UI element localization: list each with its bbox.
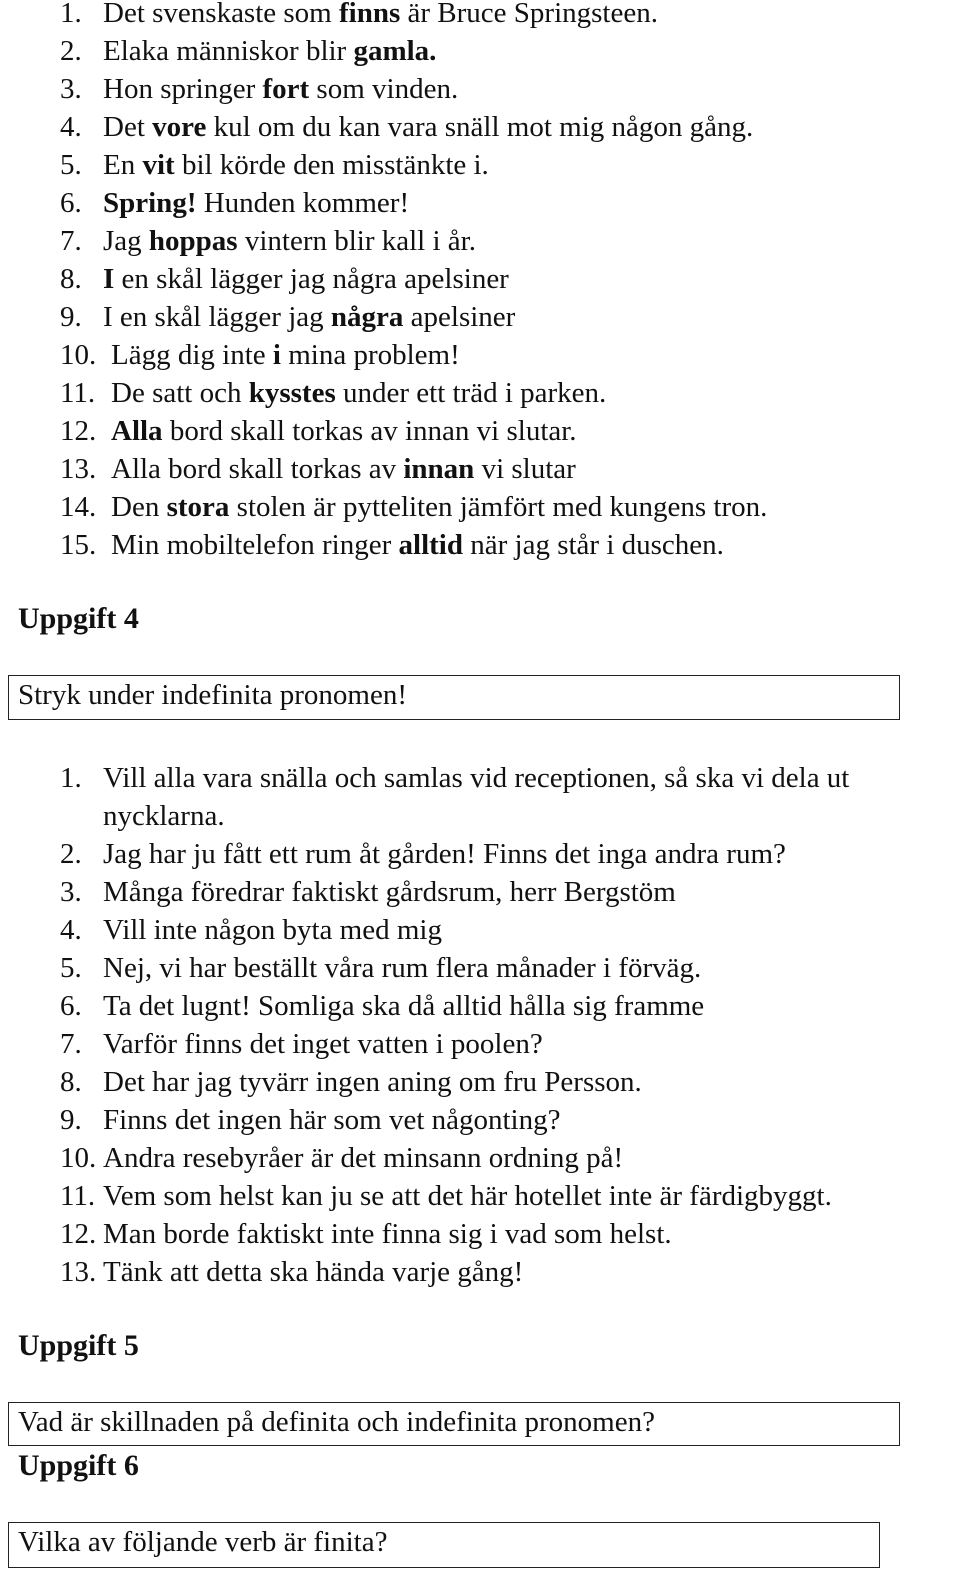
- item-bold-word: Alla: [111, 415, 163, 447]
- item-number: 11.: [60, 1180, 96, 1212]
- item-text: vintern blir kall i år.: [237, 225, 476, 257]
- uppgift-4-instruction: Stryk under indefinita pronomen!: [18, 679, 407, 711]
- uppgift-5-heading: Uppgift 5: [18, 1329, 139, 1362]
- item-text: Många föredrar faktiskt gårdsrum, herr Bergstöm: [103, 876, 676, 908]
- item-number: 6.: [60, 990, 82, 1022]
- item-number: 10.: [60, 339, 97, 371]
- item-text: Det svenskaste som: [103, 0, 339, 29]
- item-text: när jag står i duschen.: [463, 529, 724, 561]
- item-bold-word: vit: [142, 149, 175, 181]
- item-number: 5.: [60, 149, 82, 181]
- item-number: 8.: [60, 263, 82, 295]
- item-text: Lägg dig inte: [111, 339, 273, 371]
- item-number: 10.: [60, 1142, 97, 1174]
- uppgift-4-heading: Uppgift 4: [18, 602, 139, 635]
- item-number: 2.: [60, 35, 82, 67]
- item-text: Tänk att detta ska hända varje gång!: [103, 1256, 524, 1288]
- item-number: 13.: [60, 453, 97, 485]
- item-text: Det: [103, 111, 153, 143]
- item-number: 9.: [60, 1104, 82, 1136]
- item-text: Vill alla vara snälla och samlas vid receptionen, så ska vi dela ut nycklarna.: [103, 762, 850, 832]
- item-text: Jag har ju fått ett rum åt gården! Finns det inga andra rum?: [103, 838, 786, 870]
- item-text: Man borde faktiskt inte finna sig i vad som helst.: [103, 1218, 672, 1250]
- item-number: 1.: [60, 762, 82, 794]
- item-text: bil körde den misstänkte i.: [174, 149, 489, 181]
- item-number: 14.: [60, 491, 97, 523]
- item-text: som vinden.: [309, 73, 459, 105]
- item-bold-word: kysstes: [248, 377, 336, 409]
- item-text: I en skål lägger jag: [103, 301, 331, 333]
- item-bold-word: Spring!: [103, 187, 197, 219]
- item-text: Vill inte någon byta med mig: [103, 914, 442, 946]
- item-text: vi slutar: [474, 453, 576, 485]
- item-number: 15.: [60, 529, 97, 561]
- item-number: 3.: [60, 73, 82, 105]
- item-number: 12.: [60, 1218, 97, 1250]
- item-text: Elaka människor blir: [103, 35, 354, 67]
- item-text: Hunden kommer!: [196, 187, 410, 219]
- item-number: 7.: [60, 225, 82, 257]
- item-bold-word: stora: [166, 491, 230, 523]
- uppgift-5-instruction: Vad är skillnaden på definita och indefinita pronomen?: [18, 1406, 655, 1438]
- item-bold-word: I: [103, 263, 115, 295]
- item-text: Ta det lugnt! Somliga ska då alltid hålla sig framme: [103, 990, 705, 1022]
- item-number: 2.: [60, 838, 82, 870]
- item-number: 4.: [60, 111, 82, 143]
- item-text: Jag: [103, 225, 149, 257]
- item-bold-word: vore: [152, 111, 207, 143]
- item-text: Alla bord skall torkas av: [111, 453, 404, 485]
- uppgift-6-heading: Uppgift 6: [18, 1449, 139, 1482]
- item-text: Det har jag tyvärr ingen aning om fru Persson.: [103, 1066, 642, 1098]
- item-text: en skål lägger jag några apelsiner: [114, 263, 509, 295]
- item-bold-word: alltid: [398, 529, 463, 561]
- item-number: 5.: [60, 952, 82, 984]
- item-bold-word: innan: [403, 453, 475, 485]
- item-text: Min mobiltelefon ringer: [111, 529, 399, 561]
- item-text: mina problem!: [280, 339, 460, 371]
- item-number: 12.: [60, 415, 97, 447]
- uppgift-5-instruction-box: [8, 1402, 900, 1446]
- item-number: 13.: [60, 1256, 97, 1288]
- uppgift-6-instruction: Vilka av följande verb är finita?: [18, 1526, 388, 1558]
- item-number: 1.: [60, 0, 82, 29]
- item-text: En: [103, 149, 143, 181]
- item-text: bord skall torkas av innan vi slutar.: [162, 415, 577, 447]
- item-number: 6.: [60, 187, 82, 219]
- item-bold-word: gamla.: [353, 35, 437, 67]
- item-text: Vem som helst kan ju se att det här hotellet inte är färdigbyggt.: [103, 1180, 832, 1212]
- item-text: Varför finns det inget vatten i poolen?: [103, 1028, 543, 1060]
- item-text: Den: [111, 491, 167, 523]
- item-text: stolen är pytteliten jämfört med kungens tron.: [229, 491, 768, 523]
- item-text: Finns det ingen här som vet någonting?: [103, 1104, 561, 1136]
- item-bold-word: fort: [262, 73, 310, 105]
- item-number: 11.: [60, 377, 96, 409]
- item-text: Nej, vi har beställt våra rum flera månader i förväg.: [103, 952, 702, 984]
- item-text: under ett träd i parken.: [335, 377, 607, 409]
- item-number: 8.: [60, 1066, 82, 1098]
- item-number: 9.: [60, 301, 82, 333]
- item-text: Andra resebyråer är det minsann ordning på!: [103, 1142, 624, 1174]
- item-number: 4.: [60, 914, 82, 946]
- item-text: är Bruce Springsteen.: [400, 0, 658, 29]
- item-number: 7.: [60, 1028, 82, 1060]
- uppgift-6-instruction-box: [8, 1522, 880, 1568]
- item-text: apelsiner: [403, 301, 516, 333]
- uppgift-4-instruction-box: [8, 675, 900, 720]
- item-bold-word: några: [330, 301, 404, 333]
- item-text: Hon springer: [103, 73, 263, 105]
- item-text: De satt och: [111, 377, 249, 409]
- item-text: kul om du kan vara snäll mot mig någon gång.: [206, 111, 754, 143]
- item-bold-word: hoppas: [148, 225, 238, 257]
- item-number: 3.: [60, 876, 82, 908]
- item-bold-word: i: [272, 339, 281, 371]
- item-bold-word: finns: [339, 0, 401, 29]
